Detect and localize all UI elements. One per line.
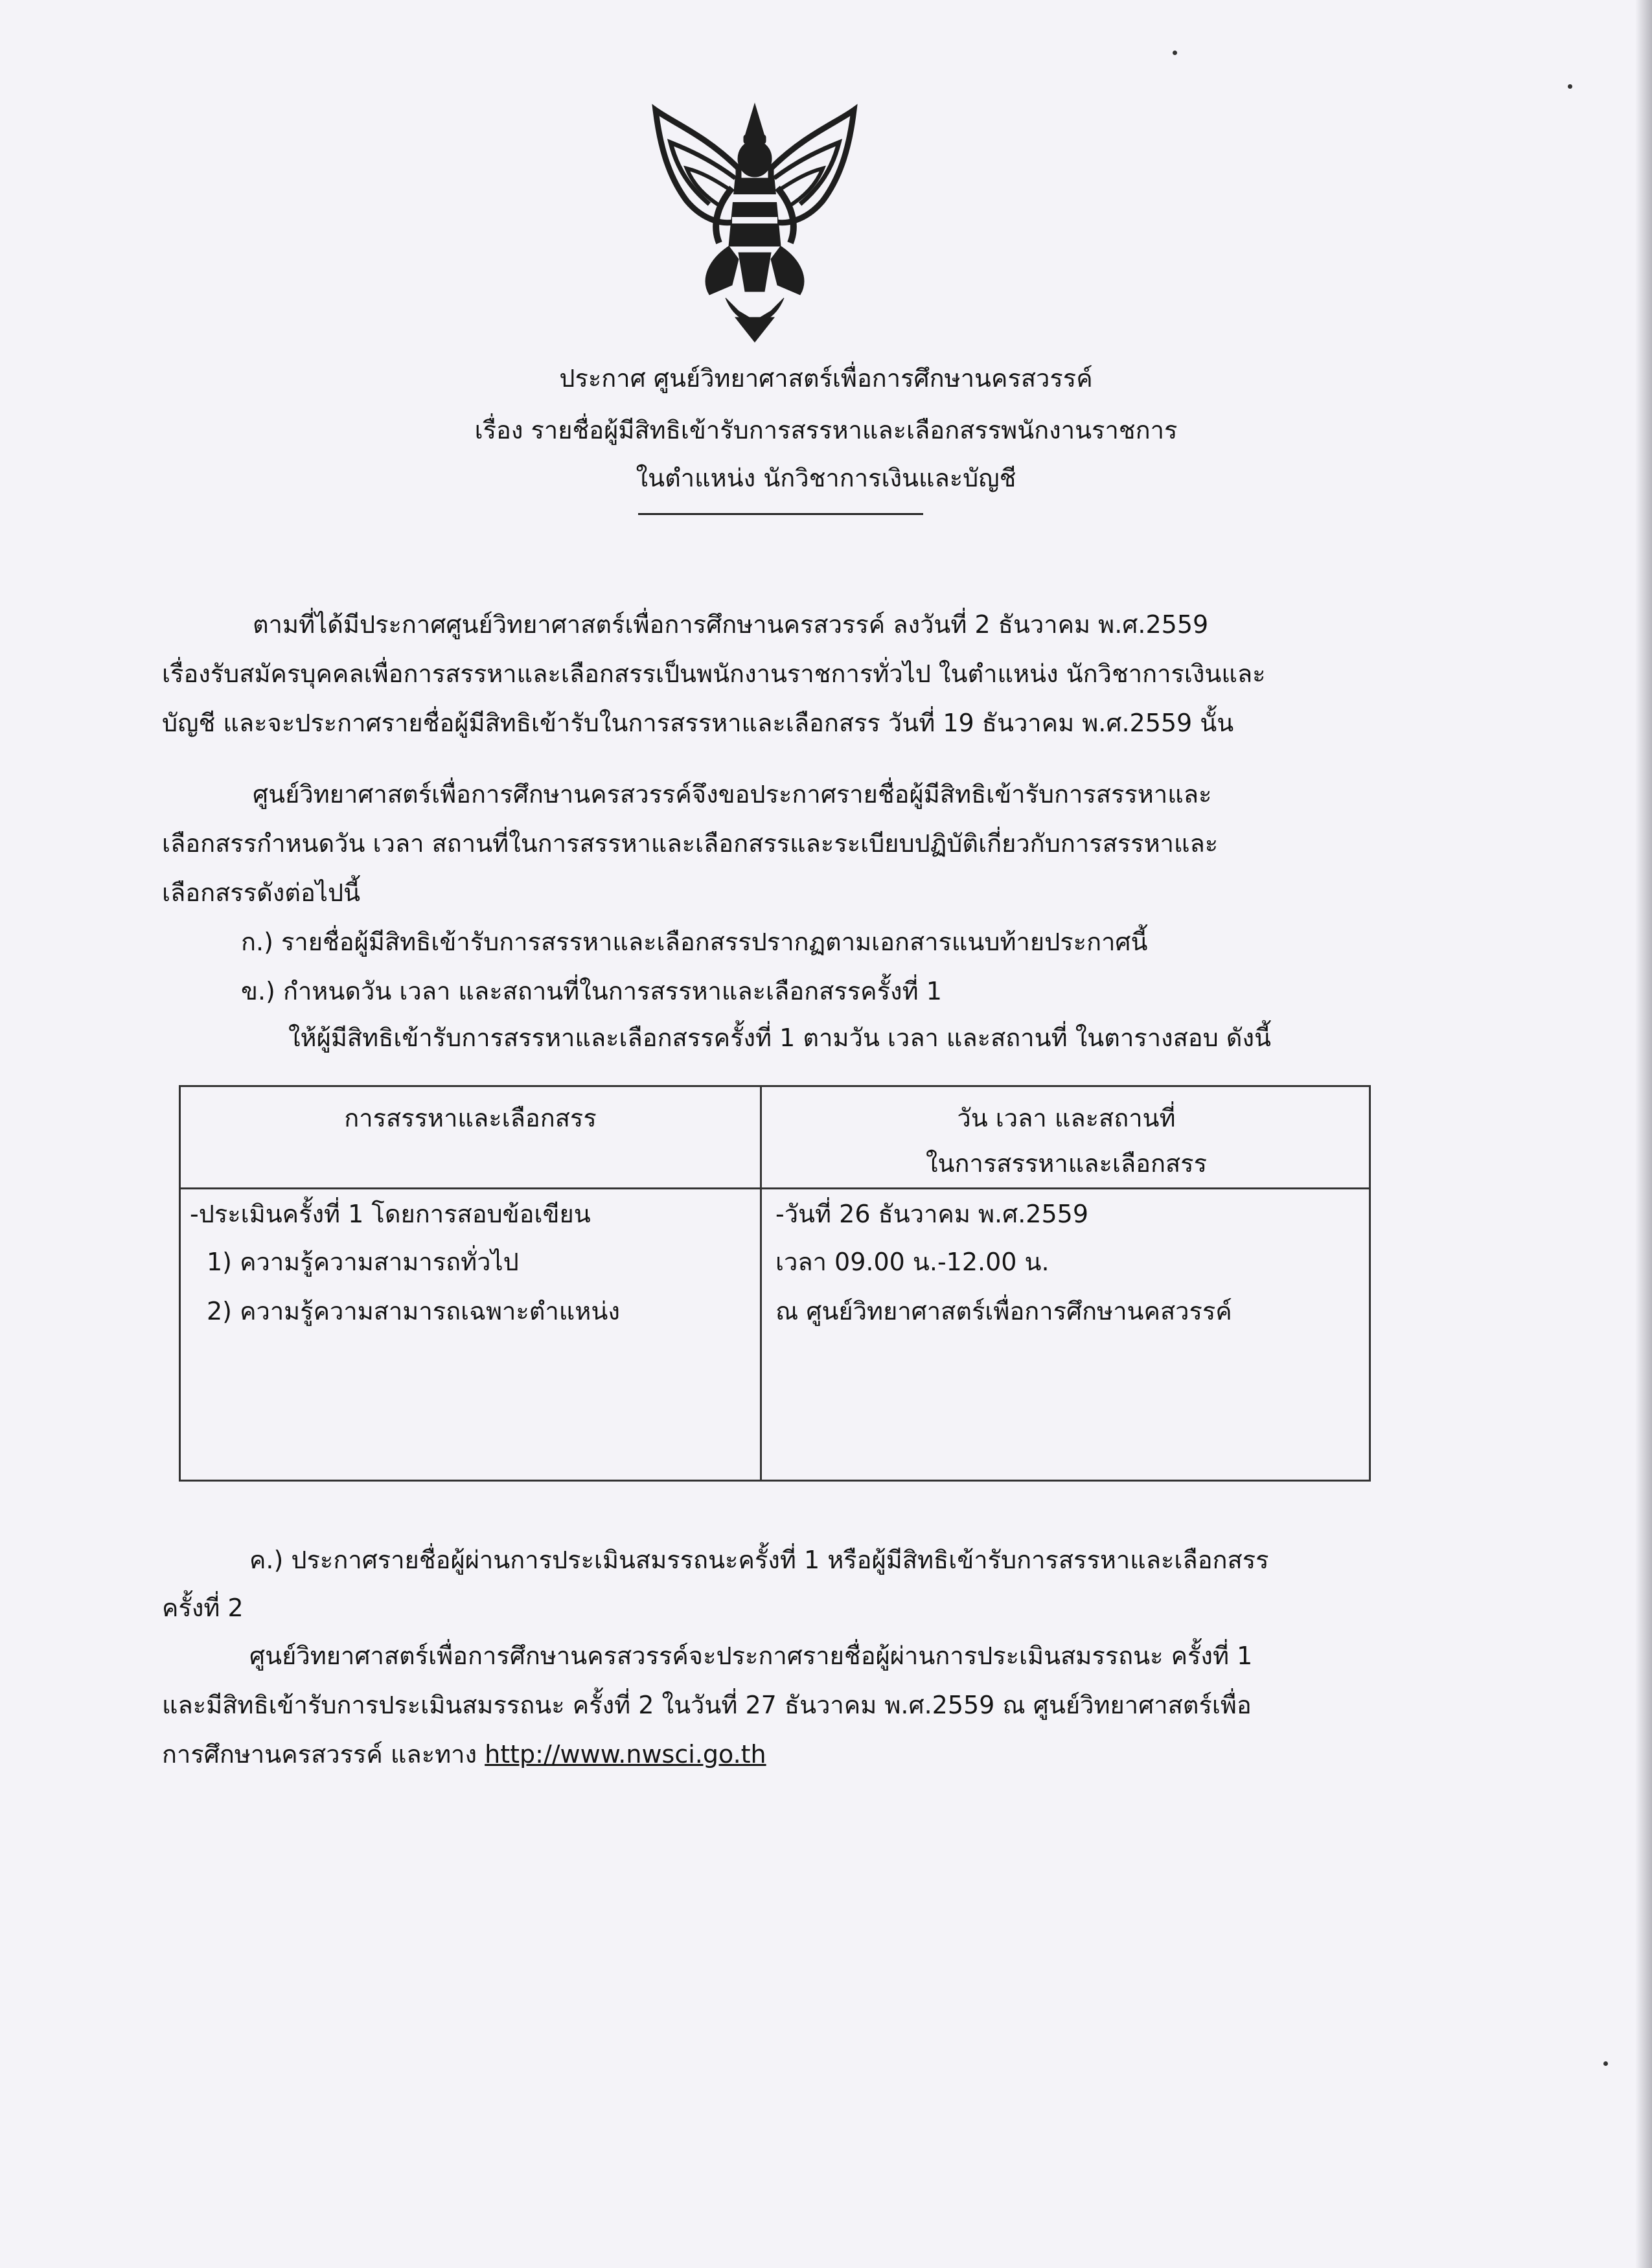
item-a: ก.) รายชื่อผู้มีสิทธิเข้ารับการสรรหาและเลือกสรรปรากฏตามเอกสารแนบท้ายประกาศนี้ <box>241 928 1148 956</box>
announcement-position: ในตำแหน่ง นักวิชาการเงินและบัญชี <box>636 464 1016 492</box>
table-header-divider <box>181 1187 1369 1189</box>
website-link[interactable]: http://www.nwsci.go.th <box>485 1740 766 1769</box>
table-cell-method: -ประเมินครั้งที่ 1 โดยการสอบข้อเขียน <box>190 1200 591 1228</box>
table-cell-subject1: 1) ความรู้ความสามารถทั่วไป <box>207 1248 519 1276</box>
announcement-subject: เรื่อง รายชื่อผู้มีสิทธิเข้ารับการสรรหาและเลือกสรรพนักงานราชการ <box>474 416 1178 444</box>
table-cell-date: -วันที่ 26 ธันวาคม พ.ศ.2559 <box>775 1200 1089 1228</box>
para1-line1: ตามที่ได้มีประกาศศูนย์วิทยาศาสตร์เพื่อการศึกษานครสวรรค์ ลงวันที่ 2 ธันวาคม พ.ศ.2559 <box>253 610 1209 639</box>
table-header-right-line1: วัน เวลา และสถานที่ <box>957 1104 1176 1132</box>
para2-line2: เลือกสรรกำหนดวัน เวลา สถานที่ในการสรรหาและเลือกสรรและระเบียบปฏิบัติเกี่ยวกับการสรรหาและ <box>162 829 1219 858</box>
scan-edge-shadow <box>1635 0 1652 2268</box>
table-cell-subject2: 2) ความรู้ความสามารถเฉพาะตำแหน่ง <box>207 1297 620 1325</box>
garuda-emblem-icon <box>648 97 862 343</box>
scan-speck <box>1603 2061 1608 2066</box>
scan-speck <box>1173 51 1177 55</box>
para3-line1: ศูนย์วิทยาศาสตร์เพื่อการศึกษานครสวรรค์จะประกาศรายชื่อผู้ผ่านการประเมินสมรรถนะ ครั้งที่ 1 <box>249 1642 1253 1670</box>
item-c-line1: ค.) ประกาศรายชื่อผู้ผ่านการประเมินสมรรถนะครั้งที่ 1 หรือผู้มีสิทธิเข้ารับการสรรหาและเลือกสรร <box>249 1546 1269 1574</box>
item-b-detail: ให้ผู้มีสิทธิเข้ารับการสรรหาและเลือกสรรครั้งที่ 1 ตามวัน เวลา และสถานที่ ในตารางสอบ ดังนี้ <box>288 1024 1272 1052</box>
para3-line3-text: การศึกษานครสวรรค์ และทาง <box>162 1740 485 1769</box>
para2-line1: ศูนย์วิทยาศาสตร์เพื่อการศึกษานครสวรรค์จึงขอประกาศรายชื่อผู้มีสิทธิเข้ารับการสรรหาและ <box>253 780 1212 808</box>
item-b: ข.) กำหนดวัน เวลา และสถานที่ในการสรรหาและเลือกสรรครั้งที่ 1 <box>241 977 942 1005</box>
para3-line3 <box>162 1737 766 1771</box>
para3-line2: และมีสิทธิเข้ารับการประเมินสมรรถนะ ครั้งที่ 2 ในวันที่ 27 ธันวาคม พ.ศ.2559 ณ ศูนย์วิทยาศาสตร์เพื่อ <box>162 1691 1252 1719</box>
title-underline <box>638 513 923 515</box>
exam-schedule-table <box>179 1085 1371 1482</box>
item-c-line2: ครั้งที่ 2 <box>162 1594 244 1622</box>
table-header-right-line2: ในการสรรหาและเลือกสรร <box>926 1149 1207 1178</box>
table-cell-place: ณ ศูนย์วิทยาศาสตร์เพื่อการศึกษานคสวรรค์ <box>775 1297 1232 1325</box>
para1-line2: เรื่องรับสมัครบุคคลเพื่อการสรรหาและเลือกสรรเป็นพนักงานราชการทั่วไป ในตำแหน่ง นักวิชาการเงินและ <box>162 659 1266 688</box>
announcement-title: ประกาศ ศูนย์วิทยาศาสตร์เพื่อการศึกษานครสวรรค์ <box>559 364 1093 393</box>
table-header-left: การสรรหาและเลือกสรร <box>344 1104 597 1132</box>
para2-line3: เลือกสรรดังต่อไปนี้ <box>162 878 361 907</box>
scan-speck <box>1568 84 1572 89</box>
para1-line3: บัญชี และจะประกาศรายชื่อผู้มีสิทธิเข้ารับในการสรรหาและเลือกสรร วันที่ 19 ธันวาคม พ.ศ.2559 นั้น <box>162 709 1234 737</box>
table-cell-time: เวลา 09.00 น.-12.00 น. <box>775 1248 1050 1276</box>
